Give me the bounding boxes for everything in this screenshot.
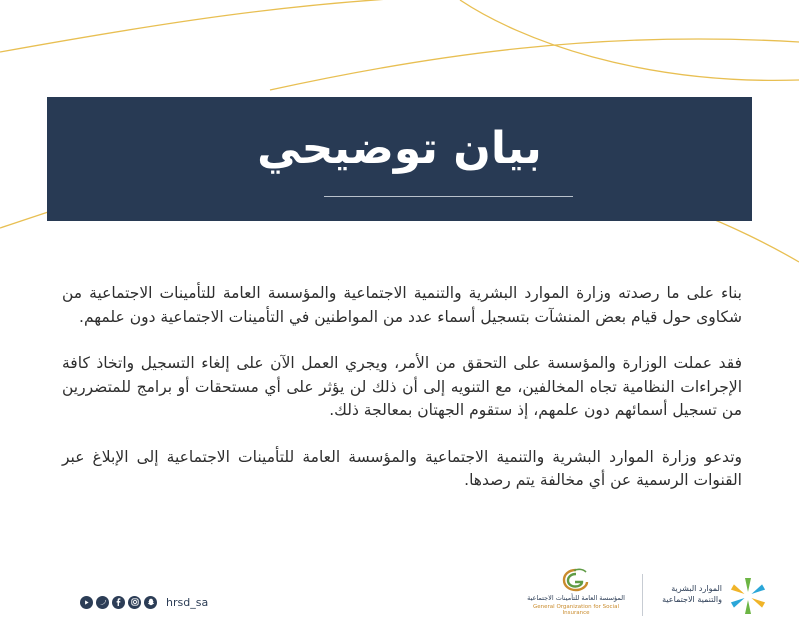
paragraph-1: بناء على ما رصدته وزارة الموارد البشرية والتنمية الاجتماعية والمؤسسة العامة للتأمينات الاجتماعية من شكاوى حول قيام بعض المنشآت بتسجيل أسماء عدد من المواطنين في التأمينات الاجتماعية دون علمهم. — [62, 284, 742, 326]
gosi-name-ar: المؤسسة العامة للتأمينات الاجتماعية — [527, 594, 625, 602]
instagram-icon[interactable] — [128, 596, 141, 609]
statement-body — [62, 282, 742, 516]
gosi-logo — [520, 568, 632, 620]
facebook-icon[interactable] — [112, 596, 125, 609]
page-title: بيان توضيحي — [257, 123, 542, 174]
youtube-icon[interactable] — [80, 596, 93, 609]
gosi-name-en: General Organization for Social Insurance — [533, 604, 619, 616]
social-links — [80, 594, 208, 610]
twitter-icon[interactable] — [96, 596, 109, 609]
social-handle[interactable]: hrsd_sa — [166, 595, 209, 609]
snapchat-icon[interactable] — [144, 596, 157, 609]
hrsd-emblem-icon — [728, 574, 768, 618]
footer-logos — [520, 568, 765, 624]
gosi-emblem-icon — [561, 568, 591, 592]
hrsd-name: الموارد البشرية والتنمية الاجتماعية — [662, 584, 722, 604]
title-banner — [47, 97, 752, 221]
title-underline — [324, 196, 573, 197]
paragraph-2: فقد عملت الوزارة والمؤسسة على التحقق من الأمر، ويجري العمل الآن على إلغاء التسجيل واتخاذ كافة الإجراءات النظامية تجاه المخالفين، مع التنويه إلى أن ذلك لن يؤثر على أي مستحقات أو برامج للمتضررين من تسجيل أسمائهم دون علمهم، إذ ستقوم الجهتان بمعالجة ذلك. — [62, 354, 742, 419]
logo-divider — [642, 574, 643, 616]
hrsd-logo — [650, 574, 765, 618]
paragraph-3: وتدعو وزارة الموارد البشرية والتنمية الاجتماعية والمؤسسة العامة للتأمينات الاجتماعية إلى الإبلاغ عبر القنوات الرسمية عن أي مخالفة يتم رصدها. — [62, 447, 742, 489]
